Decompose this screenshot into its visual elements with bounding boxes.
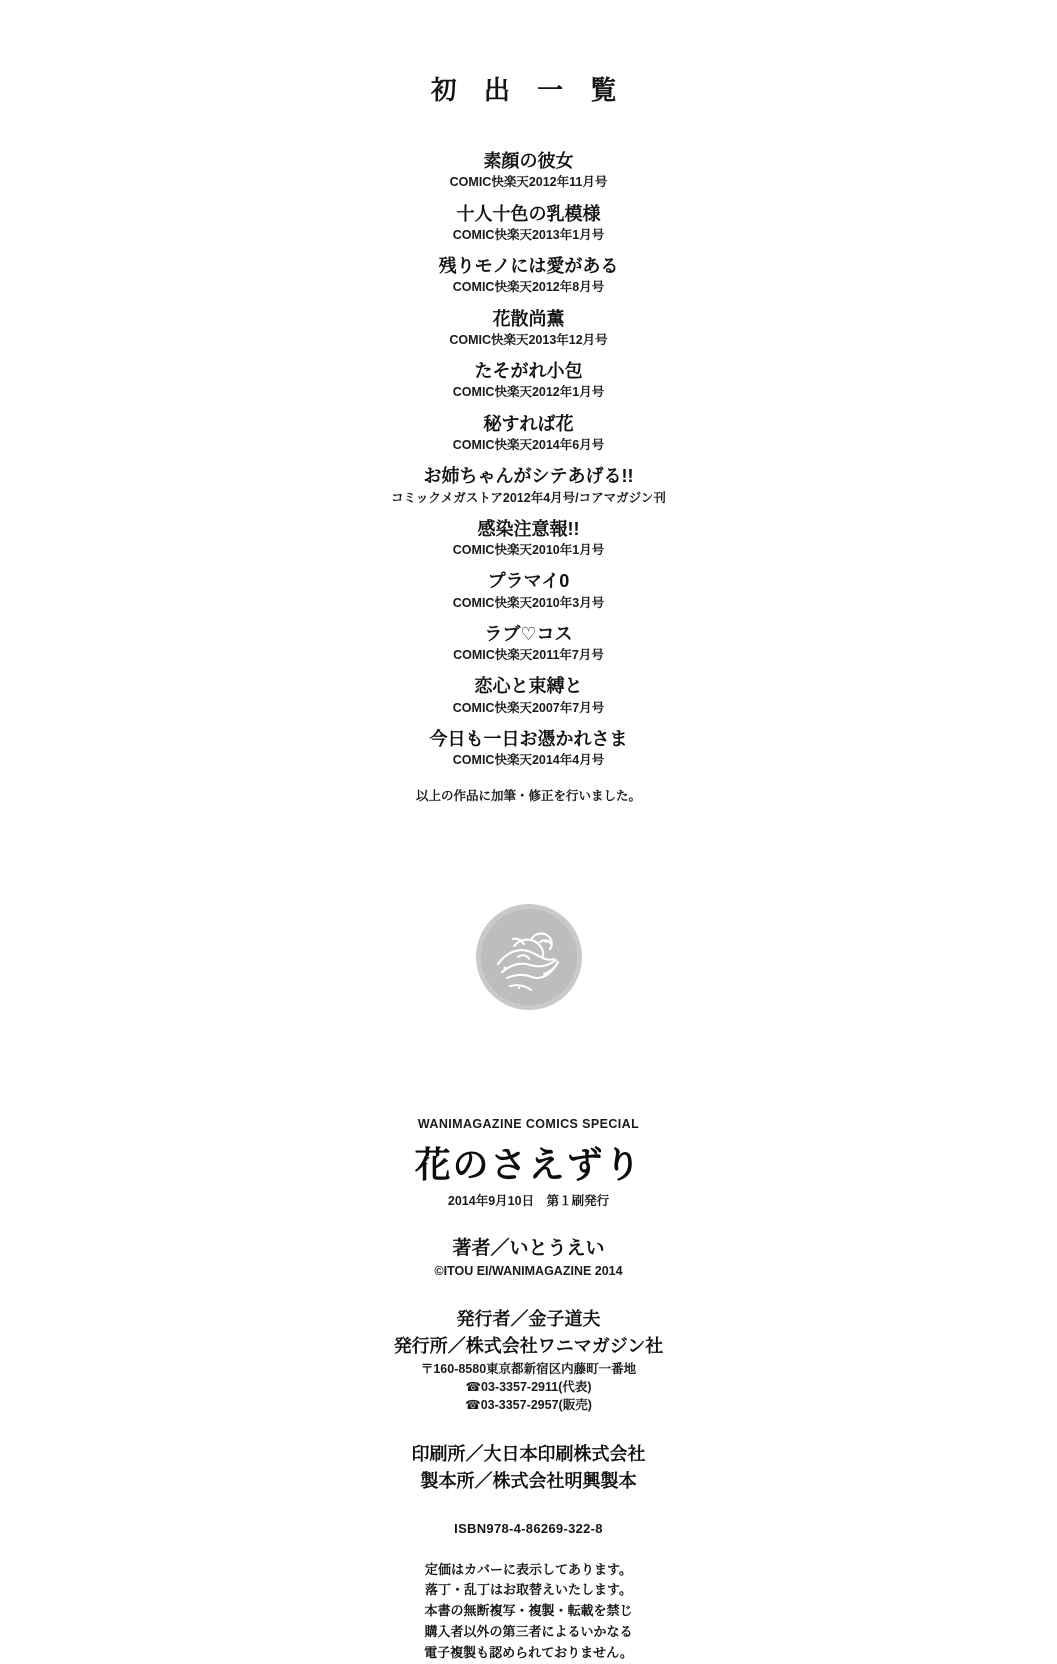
work-title: ラブ♡コス bbox=[484, 623, 573, 644]
book-title: 花のさえずり bbox=[414, 1143, 643, 1185]
publisher-company: 発行所／株式会社ワニマガジン社 bbox=[393, 1336, 664, 1357]
publisher-address: 〒160-8580東京都新宿区内藤町一番地 bbox=[420, 1362, 637, 1377]
list-item bbox=[0, 727, 1057, 769]
work-title: 秘すれば花 bbox=[483, 413, 574, 434]
dragon-circle-logo bbox=[474, 902, 584, 1012]
work-title: プラマイ0 bbox=[487, 571, 570, 592]
list-item bbox=[0, 202, 1057, 244]
author-block bbox=[0, 1235, 1057, 1281]
work-source: COMIC快楽天2012年1月号 bbox=[452, 385, 605, 400]
work-source: COMIC快楽天2014年6月号 bbox=[452, 438, 605, 453]
list-item bbox=[0, 412, 1057, 454]
colophon-block bbox=[0, 1117, 1057, 1664]
work-source: コミックメガストア2012年4月号/コアマガジン刊 bbox=[391, 490, 666, 505]
legal-line: 電子複製も認められておりません。 bbox=[424, 1644, 633, 1660]
work-source: COMIC快楽天2013年12月号 bbox=[449, 332, 608, 347]
production-block bbox=[0, 1441, 1057, 1495]
legal-line: 落丁・乱丁はお取替えいたします。 bbox=[425, 1582, 632, 1598]
work-source: COMIC快楽天2010年1月号 bbox=[452, 543, 605, 558]
list-item bbox=[0, 254, 1057, 296]
work-title: 花散尚薫 bbox=[492, 308, 565, 329]
work-title: 残りモノには愛がある bbox=[438, 256, 619, 277]
publish-date: 2014年9月10日 第１刷発行 bbox=[447, 1193, 610, 1208]
list-item bbox=[0, 622, 1057, 664]
work-title: 恋心と束縛と bbox=[474, 676, 583, 697]
list-item bbox=[0, 517, 1057, 559]
legal-line: 購入者以外の第三者によるいかなる bbox=[424, 1624, 633, 1639]
work-source: COMIC快楽天2011年7月号 bbox=[453, 648, 604, 663]
legal-notice bbox=[0, 1560, 1057, 1664]
publisher-person: 発行者／金子道夫 bbox=[456, 1309, 601, 1330]
work-source: COMIC快楽天2012年8月号 bbox=[452, 280, 605, 295]
work-title: 今日も一日お憑かれさま bbox=[429, 729, 628, 750]
revision-note: 以上の作品に加筆・修正を行いました。 bbox=[415, 788, 641, 803]
publisher-block bbox=[0, 1306, 1057, 1414]
printer-line: 印刷所／大日本印刷株式会社 bbox=[411, 1443, 646, 1464]
work-source: COMIC快楽天2012年11月号 bbox=[449, 175, 608, 190]
first-appearance-list bbox=[0, 149, 1057, 769]
isbn-code: ISBN978-4-86269-322-8 bbox=[454, 1520, 603, 1536]
work-title: 素顔の彼女 bbox=[483, 151, 574, 171]
list-item bbox=[0, 149, 1057, 191]
legal-line: 定価はカバーに表示してあります。 bbox=[425, 1561, 632, 1577]
list-item bbox=[0, 464, 1057, 506]
first-appearance-heading: 初 出 一 覧 bbox=[430, 75, 627, 105]
copyright-line: ©ITOU EI/WANIMAGAZINE 2014 bbox=[434, 1264, 623, 1279]
work-title: 感染注意報!! bbox=[477, 518, 580, 539]
imprint-label: WANIMAGAZINE COMICS SPECIAL bbox=[417, 1116, 640, 1131]
list-item bbox=[0, 674, 1057, 716]
work-title: 十人十色の乳模様 bbox=[456, 203, 601, 224]
work-source: COMIC快楽天2013年1月号 bbox=[452, 227, 605, 242]
phone-sales: ☎03-3357-2957(販売) bbox=[465, 1398, 592, 1413]
publisher-logo bbox=[0, 902, 1057, 1012]
list-item bbox=[0, 569, 1057, 611]
work-source: COMIC快楽天2007年7月号 bbox=[452, 700, 605, 715]
phone-main: ☎03-3357-2911(代表) bbox=[465, 1380, 592, 1395]
list-item bbox=[0, 359, 1057, 401]
legal-line: 本書の無断複写・複製・転載を禁じ bbox=[424, 1603, 633, 1619]
work-source: COMIC快楽天2010年3月号 bbox=[452, 595, 605, 610]
author-label: 著者／いとうえい bbox=[452, 1237, 605, 1259]
binder-line: 製本所／株式会社明興製本 bbox=[420, 1470, 637, 1491]
list-item bbox=[0, 307, 1057, 349]
work-title: たそがれ小包 bbox=[474, 361, 583, 382]
work-source: COMIC快楽天2014年4月号 bbox=[452, 753, 605, 768]
work-title: お姉ちゃんがシテあげる!! bbox=[423, 466, 634, 487]
